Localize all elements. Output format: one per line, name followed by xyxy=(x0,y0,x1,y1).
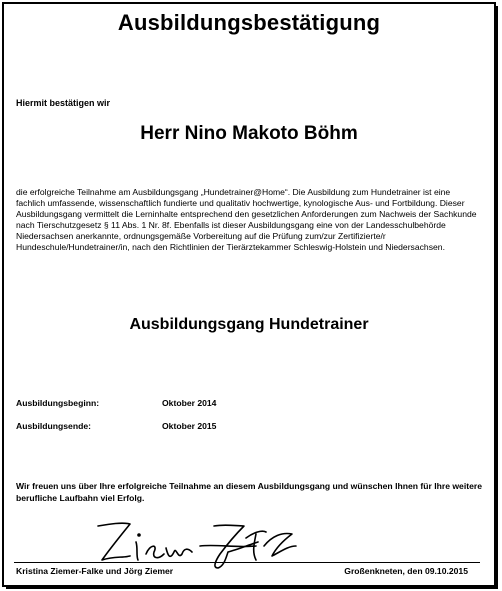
place-and-date: Großenkneten, den 09.10.2015 xyxy=(344,566,468,576)
certificate-page xyxy=(2,2,496,587)
signature-line xyxy=(14,562,480,563)
body-paragraph: die erfolgreiche Teilnahme am Ausbildungsgang „Hundetrainer@Home“. Die Ausbildung zum Hundetrainer ist eine fachlich umfassende, wissenschaftlich fundierte und qualitativ hochwertige, kynologische Aus- und Fortbildung. Dieser Ausbildungsgang vermittelt die Lerninhalte entsprechend den gesetzlichen Anforderungen zum Nachweis der Sachkunde nach Tierschutzgesetz § 11 Abs. 1 Nr. 8f. Ebenfalls ist dieser Ausbildungsgang eine von der Landesschulbehörde Niedersachsen anerkannte, ordnungsgemäße Vorbereitung auf die Prüfung zum/zur Zertifizierte/r Hundeschule/Hundetrainer/in, nach den Richtlinien der Tierärztekammer Schleswig-Holstein und Niedersachsen. xyxy=(16,187,477,252)
start-date-label: Ausbildungsbeginn: xyxy=(16,398,100,408)
signer-names: Kristina Ziemer-Falke und Jörg Ziemer xyxy=(16,566,174,576)
intro-text: Hiermit bestätigen wir xyxy=(16,98,111,108)
course-title: Ausbildungsgang Hundetrainer xyxy=(129,316,369,333)
end-date-value: Oktober 2015 xyxy=(162,421,217,431)
document-title: Ausbildungsbestätigung xyxy=(117,10,381,35)
end-date-label: Ausbildungsende: xyxy=(16,421,91,431)
start-date-value: Oktober 2014 xyxy=(162,398,217,408)
closing-text: Wir freuen uns über Ihre erfolgreiche Teilnahme an diesem Ausbildungsgang und wünschen Ihnen für Ihre weitere berufliche Laufbahn viel Erfolg. xyxy=(16,481,482,503)
recipient-name: Herr Nino Makoto Böhm xyxy=(140,123,358,144)
